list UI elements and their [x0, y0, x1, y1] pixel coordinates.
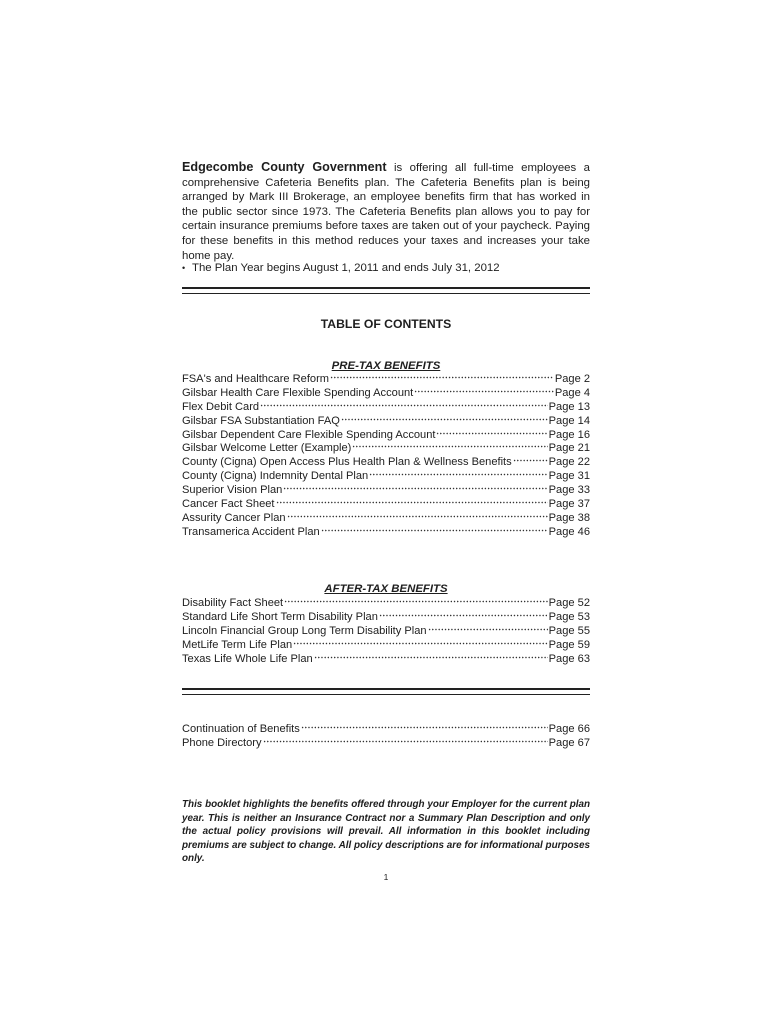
dot-leader [414, 390, 554, 393]
dot-leader [263, 740, 548, 743]
dot-leader [436, 432, 547, 435]
toc-entry[interactable] [182, 653, 590, 667]
after-tax-heading: AFTER-TAX BENEFITS [324, 583, 448, 595]
toc-entry[interactable] [182, 401, 590, 415]
dot-leader [260, 404, 548, 407]
toc-entry-title: Gilsbar Health Care Flexible Spending Account [182, 386, 414, 399]
dot-leader [293, 642, 547, 645]
toc-entry[interactable] [182, 415, 590, 429]
toc-entry-title: Continuation of Benefits [182, 723, 300, 735]
dot-leader [352, 445, 547, 448]
toc-entry[interactable] [182, 429, 590, 443]
toc-entry-page: Page 63 [548, 652, 590, 665]
toc-entry-page: Page 2 [554, 373, 590, 385]
toc-entry-title: Flex Debit Card [182, 400, 260, 413]
toc-title: TABLE OF CONTENTS [320, 317, 452, 331]
dot-leader [321, 529, 548, 532]
toc-entry-page: Page 55 [548, 624, 590, 637]
toc-entry[interactable] [182, 611, 590, 625]
toc-entry-page: Page 33 [548, 484, 590, 497]
toc-entry-title: County (Cigna) Indemnity Dental Plan [182, 470, 369, 483]
toc-entry-title: Transamerica Accident Plan [182, 525, 320, 538]
toc-entry-page: Page 13 [548, 400, 590, 413]
toc-entry[interactable] [182, 597, 590, 611]
toc-entry-title: Gilsbar FSA Substantiation FAQ [182, 414, 340, 427]
toc-entry-title: Gilsbar Welcome Letter (Example) [182, 442, 352, 455]
bullet-icon: • [182, 263, 186, 273]
dot-leader [283, 487, 547, 490]
after-tax-list [182, 597, 590, 666]
toc-entry-page: Page 21 [548, 442, 590, 455]
toc-entry-title: Superior Vision Plan [182, 484, 283, 497]
toc-entry[interactable] [182, 387, 590, 401]
dot-leader [314, 656, 548, 659]
toc-entry[interactable] [182, 512, 590, 526]
dot-leader [287, 515, 548, 518]
other-sections-list [182, 723, 590, 751]
toc-entry-page: Page 4 [554, 386, 590, 399]
page-number: 1 [383, 872, 389, 882]
dot-leader [341, 418, 548, 421]
toc-entry-page: Page 38 [548, 511, 590, 524]
toc-entry-page: Page 46 [548, 525, 590, 538]
toc-entry-title: FSA's and Healthcare Reform [182, 373, 330, 385]
toc-entry[interactable] [182, 470, 590, 484]
toc-entry[interactable] [182, 737, 590, 751]
toc-entry-title: County (Cigna) Open Access Plus Health Plan & Wellness Benefits [182, 456, 512, 469]
toc-entry-page: Page 66 [548, 723, 590, 735]
toc-entry-title: Disability Fact Sheet [182, 597, 284, 609]
toc-entry[interactable] [182, 484, 590, 498]
dot-leader [330, 376, 554, 379]
disclaimer: This booklet highlights the benefits offered through your Employer for the current plan year. This is neither an Insurance Contract nor a Summary Plan Description and only the actual policy provisions will prevail. All information in this booklet including premiums are subject to change. All policy descriptions are for informational purposes only. [182, 799, 590, 865]
toc-entry-page: Page 16 [548, 428, 590, 441]
toc-entry-title: Lincoln Financial Group Long Term Disability Plan [182, 624, 427, 637]
dot-leader [369, 473, 547, 476]
toc-entry-page: Page 14 [548, 414, 590, 427]
toc-entry-page: Page 52 [548, 597, 590, 609]
toc-entry[interactable] [182, 373, 590, 387]
dot-leader [301, 726, 548, 729]
toc-entry[interactable] [182, 442, 590, 456]
divider-top [182, 287, 590, 294]
toc-entry[interactable] [182, 456, 590, 470]
dot-leader [276, 501, 548, 504]
toc-entry[interactable] [182, 498, 590, 512]
toc-entry-page: Page 67 [548, 736, 590, 749]
dot-leader [284, 600, 548, 603]
toc-entry-title: Cancer Fact Sheet [182, 498, 275, 511]
plan-year-text: The Plan Year begins August 1, 2011 and ends July 31, 2012 [192, 262, 500, 274]
pre-tax-list [182, 373, 590, 540]
toc-entry-page: Page 53 [548, 610, 590, 623]
toc-entry[interactable] [182, 723, 590, 737]
divider-bottom [182, 688, 590, 695]
toc-entry[interactable] [182, 639, 590, 653]
dot-leader [513, 459, 548, 462]
dot-leader [379, 614, 548, 617]
toc-entry-title: MetLife Term Life Plan [182, 638, 293, 651]
toc-entry-title: Assurity Cancer Plan [182, 511, 286, 524]
intro-paragraph [182, 160, 590, 263]
toc-entry-page: Page 31 [548, 470, 590, 483]
toc-entry-title: Gilsbar Dependent Care Flexible Spending Account [182, 428, 436, 441]
toc-entry-page: Page 22 [548, 456, 590, 469]
toc-entry-title: Phone Directory [182, 736, 262, 749]
toc-entry[interactable] [182, 526, 590, 540]
toc-entry-page: Page 37 [548, 498, 590, 511]
toc-entry[interactable] [182, 625, 590, 639]
plan-year-note [182, 261, 590, 275]
pre-tax-heading: PRE-TAX BENEFITS [331, 360, 441, 372]
toc-entry-title: Texas Life Whole Life Plan [182, 652, 313, 665]
toc-entry-title: Standard Life Short Term Disability Plan [182, 610, 378, 623]
toc-entry-page: Page 59 [548, 638, 590, 651]
organization-name: Edgecombe County Government [182, 160, 387, 174]
intro-text: is offering all full-time employees a comprehensive Cafeteria Benefits plan. The Cafeteria Benefits plan is being arranged by Mark III Brokerage, an employee benefits firm that has worked in the public sector since 1973. The Cafeteria Benefits plan allows you to pay for certain insurance premiums before taxes are taken out of your paycheck. Paying for these benefits in this method reduces your taxes and increases your take home pay. [182, 162, 590, 262]
dot-leader [428, 628, 548, 631]
